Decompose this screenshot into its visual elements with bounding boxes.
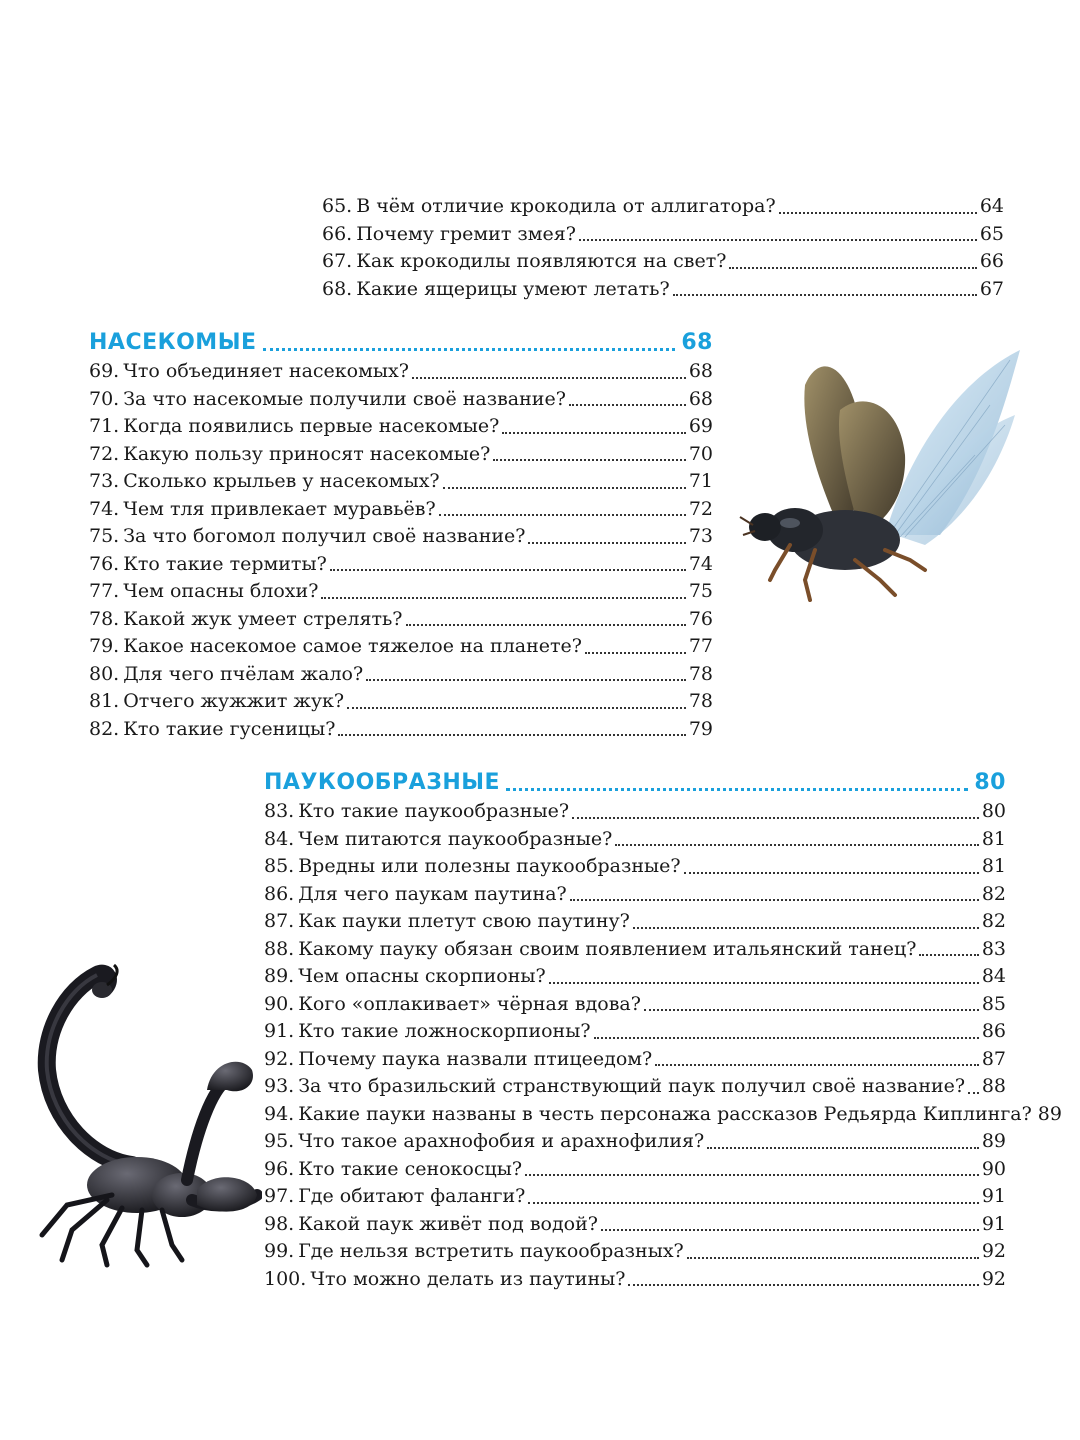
dot-leader — [412, 376, 686, 379]
entry-title: Кто такие термиты? — [123, 552, 327, 575]
entry-number: 88. — [264, 937, 295, 960]
entry-page: 80 — [981, 800, 1006, 822]
entry-page: 84 — [981, 965, 1006, 987]
dot-leader — [919, 953, 978, 956]
entry-number: 76. — [89, 552, 120, 575]
entry-page: 78 — [688, 690, 713, 712]
dot-leader — [549, 981, 979, 984]
entry-title: Какую пользу приносят насекомые? — [123, 442, 491, 465]
entry-number: 74. — [89, 497, 120, 520]
entry-title: Сколько крыльев у насекомых? — [123, 470, 440, 492]
entry-title: Какие ящерицы умеют летать? — [356, 277, 670, 300]
entry-number: 72. — [89, 442, 120, 465]
dot-leader — [528, 1201, 978, 1204]
dot-leader — [633, 926, 979, 929]
dot-leader — [707, 1146, 979, 1149]
dot-leader — [443, 486, 686, 489]
toc-section-reptiles — [322, 193, 1004, 303]
toc-entry[interactable] — [264, 853, 1006, 881]
toc-entry[interactable] — [264, 991, 1006, 1019]
entry-number: 71. — [89, 415, 120, 437]
entry-number: 68. — [322, 277, 353, 300]
entry-title: Чем опасны блохи? — [123, 580, 319, 602]
dot-leader — [594, 1036, 979, 1039]
toc-entry[interactable] — [89, 606, 713, 634]
dot-leader — [644, 1008, 979, 1011]
entry-page: 91 — [981, 1212, 1006, 1235]
entry-number: 85. — [264, 855, 295, 877]
entry-title: Чем опасны скорпионы? — [298, 965, 546, 987]
entry-page: 82 — [981, 910, 1006, 932]
toc-entry[interactable] — [322, 221, 1004, 249]
entry-page: 72 — [688, 497, 713, 520]
entry-page: 85 — [981, 992, 1006, 1015]
entry-page: 68 — [688, 387, 713, 410]
dot-leader — [569, 403, 686, 406]
dot-leader — [321, 596, 685, 599]
entry-number: 69. — [89, 360, 120, 382]
entry-title: Какой жук умеет стрелять? — [123, 607, 403, 630]
dot-leader — [615, 843, 979, 846]
dot-leader — [628, 1283, 978, 1286]
toc-entry[interactable] — [264, 1156, 1006, 1184]
entry-title: Кто такие сенокосцы? — [298, 1157, 523, 1180]
section-page: 80 — [974, 770, 1006, 795]
dot-leader — [525, 1173, 979, 1176]
entry-number: 65. — [322, 195, 353, 217]
entry-number: 75. — [89, 525, 120, 547]
toc-entry[interactable] — [89, 468, 713, 496]
toc-entry[interactable] — [264, 963, 1006, 991]
toc-entry[interactable] — [264, 1238, 1006, 1266]
toc-entry[interactable] — [264, 1183, 1006, 1211]
entry-number: 92. — [264, 1047, 295, 1070]
entry-title: Для чего паукам паутина? — [298, 882, 567, 905]
toc-entry[interactable] — [264, 1101, 1062, 1129]
entry-title: Как пауки плетут свою паутину? — [298, 910, 630, 932]
toc-entry[interactable] — [89, 358, 713, 386]
toc-entry[interactable] — [89, 633, 713, 661]
entry-page: 87 — [981, 1047, 1006, 1070]
entry-number: 95. — [264, 1130, 295, 1152]
section-heading-insects[interactable] — [89, 328, 713, 358]
entry-number: 86. — [264, 882, 295, 905]
entry-number: 67. — [322, 250, 353, 272]
entry-number: 96. — [264, 1157, 295, 1180]
entry-number: 99. — [264, 1240, 295, 1262]
toc-entry[interactable] — [322, 193, 1004, 221]
dot-leader — [655, 1063, 979, 1066]
toc-entry[interactable] — [264, 936, 1006, 964]
entry-title: Какому пауку обязан своим появлением итальянский танец? — [298, 937, 917, 960]
toc-entry[interactable] — [89, 413, 713, 441]
entry-page: 91 — [981, 1185, 1006, 1207]
entry-title: Какой паук живёт под водой? — [298, 1212, 598, 1235]
toc-entry[interactable] — [89, 523, 713, 551]
entry-page: 90 — [981, 1157, 1006, 1180]
entry-number: 73. — [89, 470, 120, 492]
toc-entry[interactable] — [264, 908, 1006, 936]
dot-leader — [729, 266, 976, 269]
toc-entry[interactable] — [264, 1046, 1006, 1074]
entry-number: 89. — [264, 965, 295, 987]
entry-title: За что насекомые получили своё название? — [123, 387, 566, 410]
toc-entry[interactable] — [322, 276, 1004, 304]
entry-page: 67 — [979, 277, 1004, 300]
entry-page: 64 — [979, 195, 1004, 217]
entry-page: 71 — [688, 470, 713, 492]
entry-number: 78. — [89, 607, 120, 630]
entry-page: 81 — [981, 827, 1006, 850]
entry-number: 98. — [264, 1212, 295, 1235]
toc-section-insects — [89, 328, 713, 743]
dot-leader — [506, 787, 968, 791]
entry-page: 65 — [979, 222, 1004, 245]
entry-title: Что такое арахнофобия и арахнофилия? — [298, 1130, 705, 1152]
entry-number: 79. — [89, 635, 120, 657]
entry-number: 80. — [89, 662, 120, 685]
entry-number: 87. — [264, 910, 295, 932]
dot-leader — [779, 211, 977, 214]
dot-leader — [585, 651, 686, 654]
entry-title: Какие пауки названы в честь персонажа рассказов Редьярда Киплинга? — [298, 1102, 1032, 1125]
dot-leader — [968, 1091, 979, 1094]
entry-page: 86 — [981, 1020, 1006, 1042]
dot-leader — [502, 431, 686, 434]
entry-number: 93. — [264, 1075, 295, 1097]
entry-page: 88 — [981, 1075, 1006, 1097]
entry-title: Кто такие гусеницы? — [123, 717, 336, 740]
entry-title: Когда появились первые насекомые? — [123, 415, 500, 437]
dot-leader — [439, 513, 686, 516]
entry-number: 91. — [264, 1020, 295, 1042]
entry-page: 92 — [981, 1267, 1006, 1290]
entry-page: 81 — [981, 855, 1006, 877]
entry-title: Какое насекомое самое тяжелое на планете? — [123, 635, 582, 657]
entry-title: Что объединяет насекомых? — [123, 360, 409, 382]
entry-page: 79 — [688, 717, 713, 740]
toc-entry[interactable] — [89, 578, 713, 606]
entry-page: 83 — [981, 937, 1006, 960]
entry-title: Отчего жужжит жук? — [123, 690, 345, 712]
entry-number: 83. — [264, 800, 295, 822]
toc-entry[interactable] — [89, 661, 713, 689]
toc-entry[interactable] — [264, 1211, 1006, 1239]
entry-title: Что можно делать из паутины? — [310, 1267, 626, 1290]
dot-leader — [406, 623, 686, 626]
entry-number: 70. — [89, 387, 120, 410]
toc-entry[interactable] — [89, 496, 713, 524]
toc-entry[interactable] — [264, 798, 1006, 826]
section-heading-arachnids[interactable] — [264, 768, 1006, 798]
entry-title: Как крокодилы появляются на свет? — [356, 250, 727, 272]
section-title: ПАУКООБРАЗНЫЕ — [264, 770, 501, 795]
dot-leader — [572, 816, 979, 819]
dot-leader — [579, 238, 977, 241]
dot-leader — [601, 1228, 979, 1231]
toc-entry[interactable] — [264, 1266, 1006, 1294]
section-page: 68 — [681, 330, 713, 355]
dot-leader — [570, 898, 979, 901]
entry-number: 66. — [322, 222, 353, 245]
dot-leader — [687, 1256, 979, 1259]
entry-page: 74 — [688, 552, 713, 575]
entry-page: 69 — [688, 415, 713, 437]
entry-number: 97. — [264, 1185, 295, 1207]
flying-beetle-illustration — [735, 345, 1025, 610]
entry-page: 68 — [688, 360, 713, 382]
entry-page: 77 — [688, 635, 713, 657]
entry-number: 90. — [264, 992, 295, 1015]
entry-title: Где обитают фаланги? — [298, 1185, 526, 1207]
entry-title: Чем питаются паукообразные? — [298, 827, 613, 850]
toc-entry[interactable] — [264, 826, 1006, 854]
entry-title: В чём отличие крокодила от аллигатора? — [356, 195, 776, 217]
entry-title: Для чего пчёлам жало? — [123, 662, 364, 685]
toc-entry[interactable] — [89, 688, 713, 716]
entry-title: Где нельзя встретить паукообразных? — [298, 1240, 684, 1262]
entry-number: 84. — [264, 827, 295, 850]
entry-title: Почему гремит змея? — [356, 222, 576, 245]
entry-title: За что богомол получил своё название? — [123, 525, 526, 547]
entry-title: Кто такие ложноскорпионы? — [298, 1020, 591, 1042]
toc-entry[interactable] — [89, 386, 713, 414]
toc-entry[interactable] — [322, 248, 1004, 276]
dot-leader — [493, 458, 686, 461]
entry-number: 82. — [89, 717, 120, 740]
entry-title: Вредны или полезны паукообразные? — [298, 855, 681, 877]
entry-title: Чем тля привлекает муравьёв? — [123, 497, 436, 520]
toc-entry[interactable] — [264, 1073, 1006, 1101]
scorpion-illustration — [12, 960, 262, 1270]
toc-entry[interactable] — [264, 1128, 1006, 1156]
entry-page: 70 — [688, 442, 713, 465]
toc-entry[interactable] — [89, 716, 713, 744]
entry-page: 66 — [979, 250, 1004, 272]
entry-title: За что бразильский странствующий паук получил своё название? — [298, 1075, 966, 1097]
dot-leader — [263, 347, 676, 351]
entry-page: 89 — [1037, 1102, 1062, 1125]
entry-page: 92 — [981, 1240, 1006, 1262]
dot-leader — [338, 733, 685, 736]
entry-page: 82 — [981, 882, 1006, 905]
dot-leader — [366, 678, 686, 681]
toc-entry[interactable] — [89, 441, 713, 469]
dot-leader — [347, 706, 686, 709]
toc-section-arachnids — [264, 768, 1062, 1293]
entry-title: Кто такие паукообразные? — [298, 800, 570, 822]
dot-leader — [684, 871, 979, 874]
entry-title: Кого «оплакивает» чёрная вдова? — [298, 992, 641, 1015]
toc-entry[interactable] — [264, 881, 1006, 909]
toc-entry[interactable] — [89, 551, 713, 579]
entry-number: 100. — [264, 1267, 307, 1290]
entry-page: 89 — [981, 1130, 1006, 1152]
entry-page: 75 — [688, 580, 713, 602]
section-title: НАСЕКОМЫЕ — [89, 330, 257, 355]
entry-number: 77. — [89, 580, 120, 602]
entry-page: 76 — [688, 607, 713, 630]
entry-title: Почему паука назвали птицеедом? — [298, 1047, 653, 1070]
dot-leader — [330, 568, 686, 571]
entry-number: 94. — [264, 1102, 295, 1125]
entry-page: 78 — [688, 662, 713, 685]
entry-page: 73 — [688, 525, 713, 547]
entry-number: 81. — [89, 690, 120, 712]
dot-leader — [528, 541, 685, 544]
toc-entry[interactable] — [264, 1018, 1006, 1046]
dot-leader — [673, 293, 977, 296]
